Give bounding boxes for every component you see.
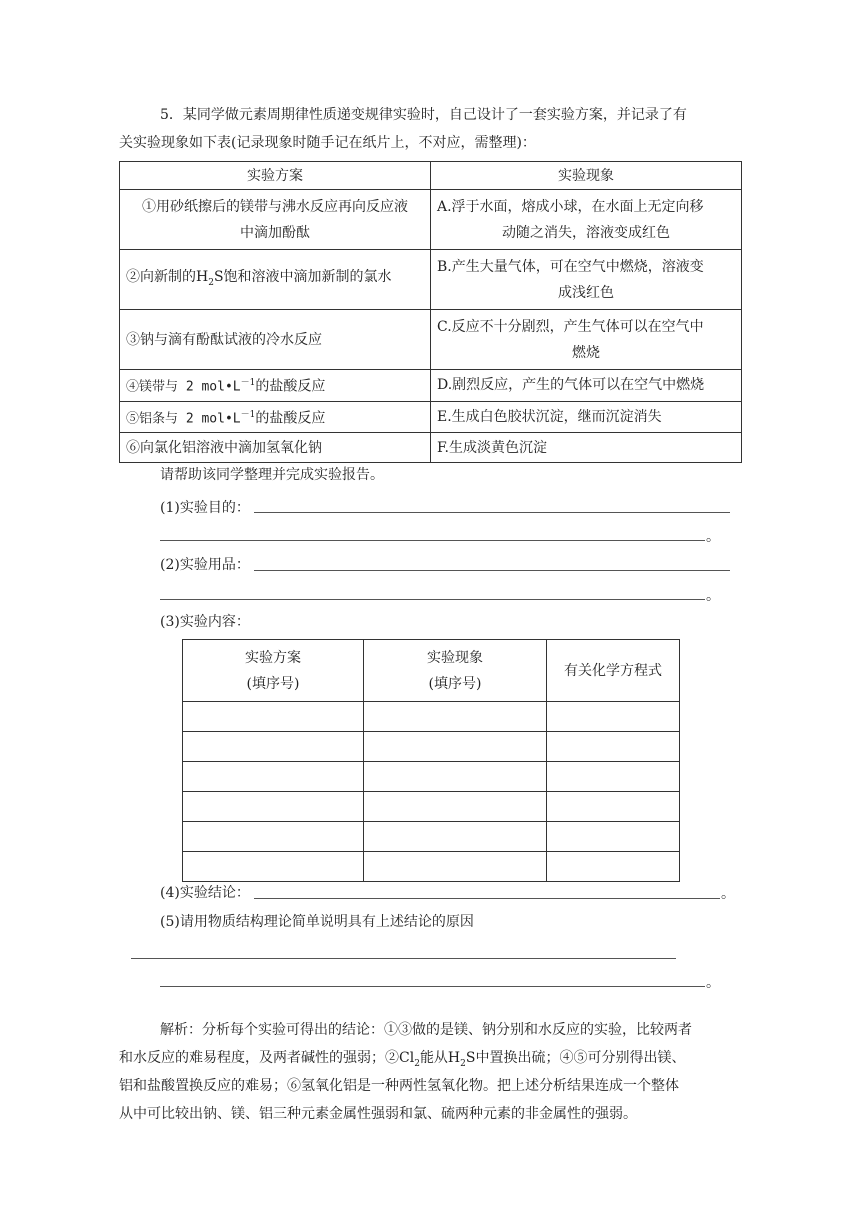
blank-cell xyxy=(364,822,547,852)
question-intro-line2: 关实验现象如下表(记录现象时随手记在纸片上，不对应，需整理)： xyxy=(119,135,536,151)
blank-cell xyxy=(183,792,364,822)
plan-cell: ⑥向氯化铝溶液中滴加氢氧化钠 xyxy=(120,433,431,463)
item-conclusion: (4)实验结论： xyxy=(160,885,250,901)
answer-blank xyxy=(254,512,730,513)
table-row xyxy=(183,762,680,792)
answer-blank xyxy=(160,540,705,541)
plan-cell: ③钠与滴有酚酞试液的冷水反应 xyxy=(120,310,431,370)
item-content: (3)实验内容： xyxy=(160,614,250,630)
table-row xyxy=(120,433,742,463)
period-mark: 。 xyxy=(721,886,735,902)
experiment-table xyxy=(119,161,742,463)
analysis-line4: 从中可比较出钠、镁、铝三种元素金属性强弱和氯、硫两种元素的非金属性的强弱。 xyxy=(119,1106,637,1122)
answer-blank xyxy=(160,986,705,987)
phenomenon-cell: E.生成白色胶状沉淀，继而沉淀消失 xyxy=(431,401,742,433)
item-reason: (5)请用物质结构理论简单说明具有上述结论的原因 xyxy=(160,914,474,930)
table-row xyxy=(120,370,742,402)
table-header-row xyxy=(183,640,680,702)
question-intro-line1: 5．某同学做元素周期律性质递变规律实验时，自己设计了一套实验方案，并记录了有 xyxy=(160,107,687,123)
table-row xyxy=(183,702,680,732)
blank-cell xyxy=(183,762,364,792)
blank-cell xyxy=(547,852,680,882)
blank-cell xyxy=(364,762,547,792)
blank-cell xyxy=(364,702,547,732)
plan-cell: ④镁带与 2 $mol•L^{-1}$的盐酸反应 xyxy=(120,370,431,402)
phenomenon-cell: F.生成淡黄色沉淀 xyxy=(431,433,742,463)
analysis-line3: 铝和盐酸置换反应的难易；⑥氢氧化铝是一种两性氢氧化物。把上述分析结果连成一个整体 xyxy=(119,1078,679,1094)
table-row xyxy=(120,250,742,310)
item-purpose: (1)实验目的： xyxy=(160,500,250,516)
phenomenon-cell: C.反应不十分剧烈，产生气体可以在空气中 燃烧 xyxy=(431,310,742,370)
answer-blank xyxy=(131,958,676,959)
item-supplies: (2)实验用品： xyxy=(160,557,250,573)
plan-cell: ⑤铝条与 2 $mol•L^{-1}$的盐酸反应 xyxy=(120,401,431,433)
table-row xyxy=(183,822,680,852)
header-plan: 实验方案 xyxy=(120,162,431,190)
period-mark: 。 xyxy=(706,529,720,545)
blank-cell xyxy=(183,852,364,882)
blank-cell xyxy=(364,732,547,762)
blank-cell xyxy=(547,732,680,762)
plan-cell: ①用砂纸擦后的镁带与沸水反应再向反应液 中滴加酚酞 xyxy=(120,190,431,250)
blank-cell xyxy=(183,822,364,852)
blank-cell xyxy=(364,792,547,822)
table-row xyxy=(120,401,742,433)
blank-cell xyxy=(547,762,680,792)
phenomenon-cell: B.产生大量气体，可在空气中燃烧，溶液变 成浅红色 xyxy=(431,250,742,310)
blank-cell xyxy=(364,852,547,882)
table-row xyxy=(183,852,680,882)
table-row xyxy=(183,792,680,822)
answer-blank xyxy=(254,898,720,899)
header-equation: 有关化学方程式 xyxy=(547,640,680,702)
table-row xyxy=(120,310,742,370)
period-mark: 。 xyxy=(706,975,720,991)
analysis-line2: 和水反应的难易程度，及两者碱性的强弱；$②Cl_2$能从$H_2S$中置换出硫；④⑤可分别得出镁、 xyxy=(119,1050,686,1069)
table-header-row xyxy=(120,162,742,190)
report-table xyxy=(182,639,680,882)
header-plan-number: 实验方案 (填序号) xyxy=(183,640,364,702)
header-phenomenon-number: 实验现象 (填序号) xyxy=(364,640,547,702)
blank-cell xyxy=(183,732,364,762)
table-row xyxy=(120,190,742,250)
blank-cell xyxy=(547,822,680,852)
plan-cell: ②向新制的$H_2S$饱和溶液中滴加新制的氯水 xyxy=(120,250,431,310)
phenomenon-cell: A.浮于水面，熔成小球，在水面上无定向移 动随之消失，溶液变成红色 xyxy=(431,190,742,250)
analysis-line1: 解析：分析每个实验可得出的结论：①③做的是镁、钠分别和水反应的实验，比较两者 xyxy=(160,1022,692,1038)
answer-blank xyxy=(160,599,705,600)
header-phenomenon: 实验现象 xyxy=(431,162,742,190)
phenomenon-cell: D.剧烈反应，产生的气体可以在空气中燃烧 xyxy=(431,370,742,402)
answer-blank xyxy=(254,570,730,571)
period-mark: 。 xyxy=(706,588,720,604)
blank-cell xyxy=(547,792,680,822)
table-row xyxy=(183,732,680,762)
blank-cell xyxy=(547,702,680,732)
request-text: 请帮助该同学整理并完成实验报告。 xyxy=(160,467,384,483)
blank-cell xyxy=(183,702,364,732)
